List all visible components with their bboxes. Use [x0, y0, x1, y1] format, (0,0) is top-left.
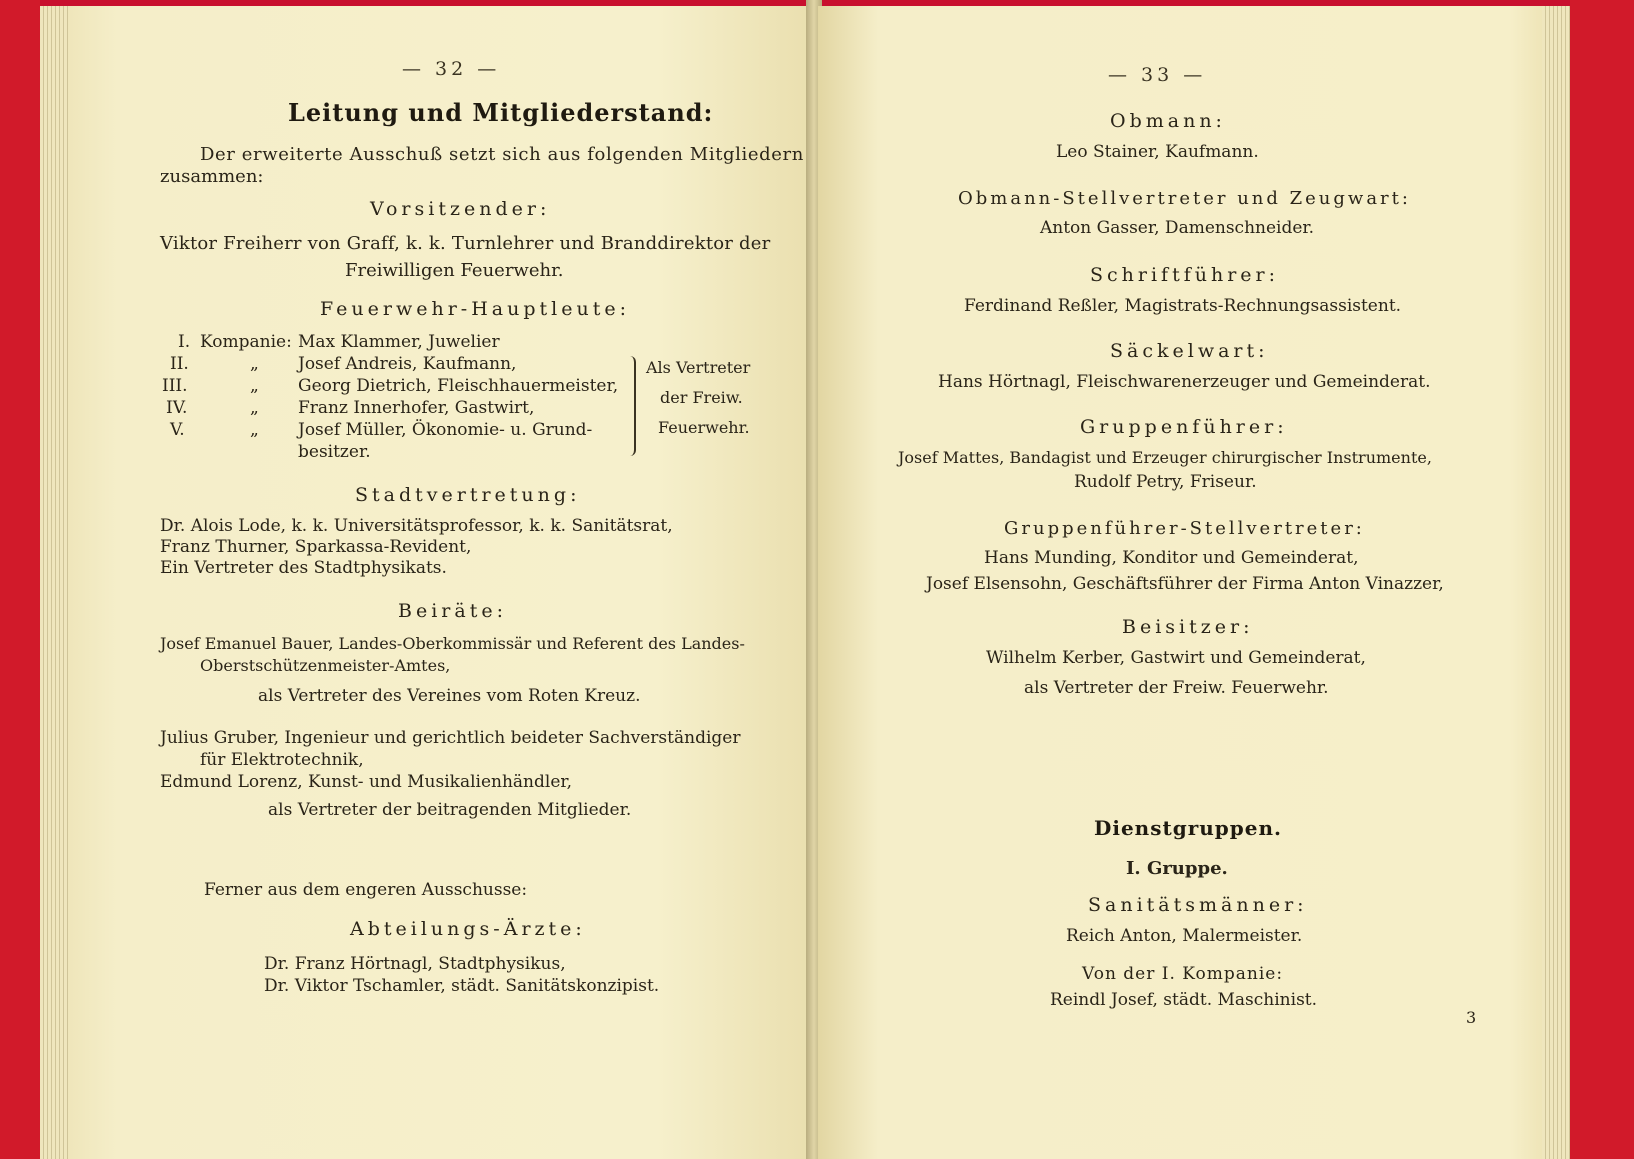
advisor2-line4: als Vertreter der beitragenden Mitglieder.	[268, 800, 632, 820]
advisor1-line1: Josef Emanuel Bauer, Landes-Oberkommissär und Referent des Landes-	[160, 634, 745, 653]
doctor-line: Dr. Franz Hörtnagl, Stadtphysikus,	[264, 954, 566, 974]
left-page-edges	[40, 6, 68, 1159]
chair-line2: Freiwilligen Feuerwehr.	[345, 260, 564, 281]
company-member: Reindl Josef, städt. Maschinist.	[1050, 990, 1318, 1010]
book-cover-left	[0, 0, 40, 1159]
secretary-heading: Schriftführer:	[1090, 264, 1280, 286]
advisor2-line2: für Elektrotechnik,	[200, 750, 364, 770]
treasurer-name: Hans Hörtnagl, Fleischwarenerzeuger und Gemeinderat.	[938, 372, 1431, 392]
service-groups-title: Dienstgruppen.	[1094, 816, 1282, 840]
advisor2-line1: Julius Gruber, Ingenieur und gerichtlich beideter Sachverständiger	[160, 728, 741, 748]
page-number-right: — 33 —	[1108, 64, 1207, 86]
captains-note-line1: Als Vertreter	[646, 358, 751, 377]
advisor1-line2: Oberstschützenmeister-Amtes,	[200, 656, 451, 675]
assessor-line2: als Vertreter der Freiw. Feuerwehr.	[1024, 678, 1329, 698]
deputy-name: Anton Gasser, Damenschneider.	[1040, 218, 1315, 238]
signature-mark: 3	[1466, 1008, 1477, 1027]
captain-company: „	[250, 398, 259, 418]
medic-name: Reich Anton, Malermeister.	[1066, 926, 1303, 946]
page-number-left: — 32 —	[402, 58, 501, 80]
advisors-heading: Beiräte:	[398, 600, 507, 622]
captain-company: „	[250, 420, 259, 440]
captain-company: Kompanie:	[200, 332, 292, 352]
captain-company: „	[250, 354, 259, 374]
group-leader-heading: Gruppenführer:	[1080, 416, 1288, 438]
group-leader-line2: Rudolf Petry, Friseur.	[1074, 472, 1257, 492]
intro-text-line1: Der erweiterte Ausschuß setzt sich aus folgenden Mitgliedern	[200, 144, 804, 165]
company-heading: Von der I. Kompanie:	[1082, 964, 1284, 984]
doctor-line: Dr. Viktor Tschamler, städt. Sanitätskonzipist.	[264, 976, 660, 996]
captain-name: Josef Andreis, Kaufmann,	[298, 354, 517, 374]
group-leader-line1: Josef Mattes, Bandagist und Erzeuger chirurgischer Instrumente,	[898, 448, 1432, 467]
chair-line1: Viktor Freiherr von Graff, k. k. Turnlehrer und Branddirektor der	[160, 233, 771, 254]
captain-num: IV.	[166, 398, 188, 418]
assessor-heading: Beisitzer:	[1122, 616, 1254, 638]
left-page	[40, 6, 810, 1159]
captain-name: Georg Dietrich, Fleischhauermeister,	[298, 376, 619, 396]
captain-name: Franz Innerhofer, Gastwirt,	[298, 398, 535, 418]
captain-continuation: besitzer.	[298, 442, 371, 462]
group-deputy-line1: Hans Munding, Konditor und Gemeinderat,	[984, 548, 1359, 568]
captain-num: I.	[178, 332, 191, 352]
captain-name: Max Klammer, Juwelier	[298, 332, 500, 352]
section-title-leitung: Leitung und Mitgliederstand:	[288, 98, 714, 127]
captains-heading: Feuerwehr-Hauptleute:	[320, 298, 630, 320]
right-page-edges	[1542, 6, 1570, 1159]
advisor2-line3: Edmund Lorenz, Kunst- und Musikalienhändler,	[160, 772, 573, 792]
city-line: Dr. Alois Lode, k. k. Universitätsprofessor, k. k. Sanitätsrat,	[160, 516, 673, 536]
group-deputy-heading: Gruppenführer-Stellvertreter:	[1004, 518, 1365, 539]
chair-heading: Vorsitzender:	[370, 198, 551, 220]
captain-num: II.	[170, 354, 189, 374]
group-deputy-line2: Josef Elsensohn, Geschäftsführer der Firma Anton Vinazzer,	[926, 574, 1444, 594]
captains-note-line3: Feuerwehr.	[658, 418, 750, 437]
captain-name: Josef Müller, Ökonomie- u. Grund-	[298, 420, 593, 440]
city-heading: Stadtvertretung:	[355, 484, 581, 506]
city-line: Franz Thurner, Sparkassa-Revident,	[160, 537, 472, 557]
captain-company: „	[250, 376, 259, 396]
further-line: Ferner aus dem engeren Ausschusse:	[204, 880, 528, 900]
chairman-heading: Obmann:	[1110, 110, 1226, 132]
deputy-heading: Obmann-Stellvertreter und Zeugwart:	[958, 188, 1411, 209]
medics-heading: Sanitätsmänner:	[1088, 894, 1308, 916]
advisor1-line3: als Vertreter des Vereines vom Roten Kreuz.	[258, 686, 641, 706]
captain-num: III.	[162, 376, 188, 396]
right-page	[818, 6, 1570, 1159]
intro-text-line2: zusammen:	[160, 166, 264, 187]
captain-num: V.	[170, 420, 185, 440]
book-cover-right	[1570, 0, 1634, 1159]
group1-title: I. Gruppe.	[1126, 858, 1228, 879]
secretary-name: Ferdinand Reßler, Magistrats-Rechnungsassistent.	[964, 296, 1402, 316]
city-line: Ein Vertreter des Stadtphysikats.	[160, 558, 447, 578]
captains-brace	[628, 356, 636, 456]
captains-note-line2: der Freiw.	[660, 388, 743, 407]
assessor-line1: Wilhelm Kerber, Gastwirt und Gemeinderat,	[986, 648, 1366, 668]
chairman-name: Leo Stainer, Kaufmann.	[1056, 142, 1259, 162]
treasurer-heading: Säckelwart:	[1110, 340, 1269, 362]
doctors-heading: Abteilungs-Ärzte:	[350, 918, 586, 940]
